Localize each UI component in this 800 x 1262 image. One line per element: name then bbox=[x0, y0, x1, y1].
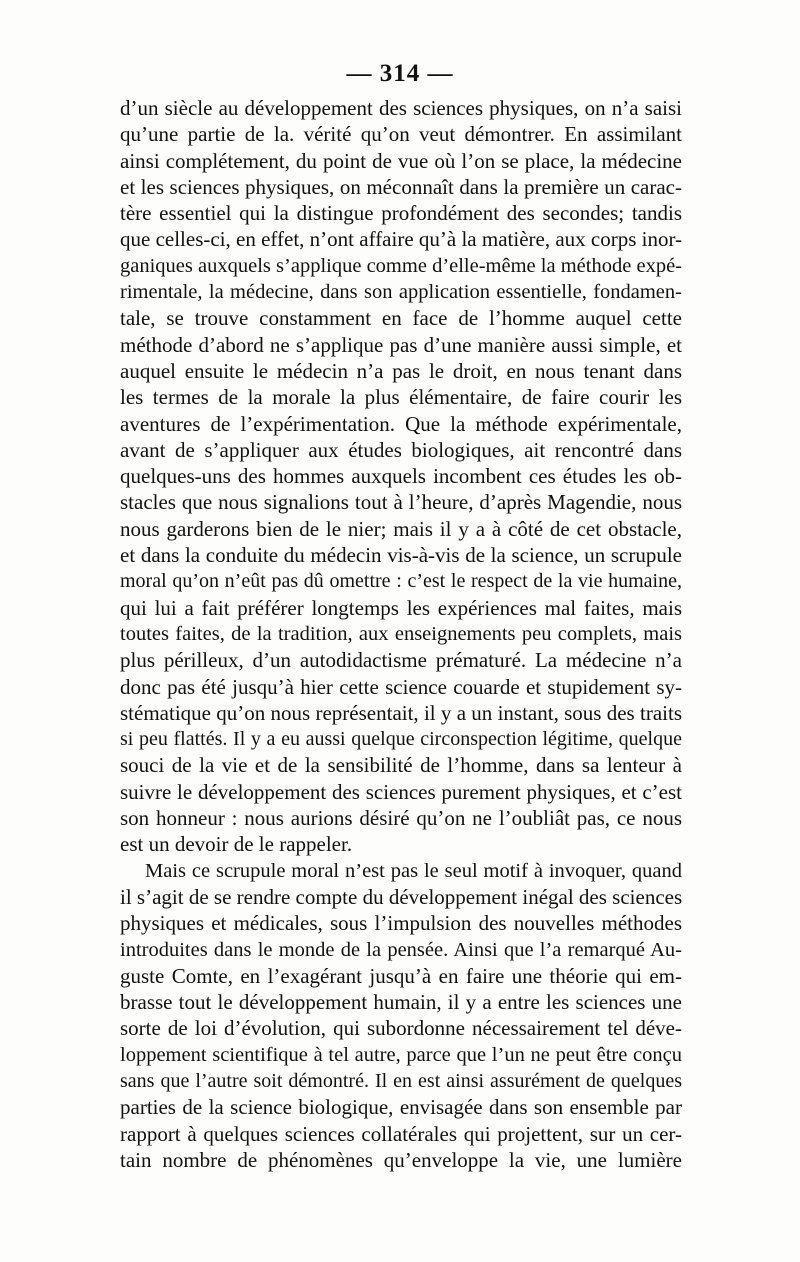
text-line: loppement scientifique à tel autre, parce que l’un ne peut être conçu bbox=[120, 1043, 682, 1066]
text-line: moral qu’on n’eût pas dû omettre : c’est le respect de la vie humaine, bbox=[120, 570, 682, 593]
text-line: guste Comte, en l’exagérant jusqu’à en faire une théorie qui em- bbox=[120, 963, 682, 988]
text-line: avant de s’appliquer aux études biologiques, ait rencontré dans bbox=[120, 437, 682, 462]
text-line: son honneur : nous aurions désiré qu’on ne l’oubliât pas, ce nous bbox=[120, 806, 682, 831]
text-line: quelques-uns des hommes auxquels incombent ces études les ob- bbox=[120, 464, 682, 489]
text-line: qu’une partie de la. vérité qu’on veut démontrer. En assimilant bbox=[120, 122, 682, 147]
text-line: il s’agit de se rendre compte du développement inégal des sciences bbox=[120, 884, 683, 909]
text-line: ainsi complétement, du point de vue où l’on se place, la médecine bbox=[120, 148, 682, 173]
text-line: tain nombre de phénomènes qu’enveloppe la vie, une lumière bbox=[120, 1147, 682, 1172]
text-line: brasse tout le développement humain, il y a entre les sciences une bbox=[120, 990, 682, 1015]
text-line: rimentale, la médecine, dans son application essentielle, fondamen- bbox=[120, 281, 682, 304]
text-line: sans que l’autre soit démontré. Il en est ainsi assurément de quelques bbox=[120, 1069, 682, 1092]
text-line: ganiques auxquels s’applique comme d’elle-même la méthode expé- bbox=[120, 254, 682, 277]
body-text bbox=[120, 95, 682, 1173]
text-line: aventures de l’expérimentation. Que la méthode expérimentale, bbox=[120, 411, 682, 436]
text-line: et les sciences physiques, on méconnaît dans la première un carac- bbox=[120, 174, 682, 199]
text-line: d’un siècle au développement des sciences physiques, on n’a saisi bbox=[120, 96, 682, 120]
text-line: stématique qu’on nous représentait, il y a un instant, sous des traits bbox=[120, 700, 682, 725]
text-line: si peu flattés. Il y a eu aussi quelque circonspection légitime, quelque bbox=[120, 728, 682, 751]
text-line: toutes faites, de la tradition, aux enseignements peu complets, mais bbox=[120, 622, 682, 645]
text-line: méthode d’abord ne s’applique pas d’une manière aussi simple, et bbox=[120, 332, 682, 357]
text-line: suivre le développement des sciences purement physiques, et c’est bbox=[120, 779, 682, 804]
text-line: tale, se trouve constamment en face de l’homme auquel cette bbox=[120, 306, 682, 331]
text-line: plus périlleux, d’un autodidactisme prématuré. La médecine n’a bbox=[120, 648, 682, 673]
text-line: parties de la science biologique, envisagée dans son ensemble par bbox=[120, 1095, 682, 1120]
text-line: auquel ensuite le médecin n’a pas le droit, en nous tenant dans bbox=[120, 358, 682, 383]
text-line: introduites dans le monde de la pensée. Ainsi que l’a remarqué Au- bbox=[120, 938, 682, 961]
text-line: stacles que nous signalions tout à l’heure, d’après Magendie, nous bbox=[120, 490, 682, 515]
text-line: et dans la conduite du médecin vis-à-vis de la science, un scrupule bbox=[120, 543, 682, 568]
text-line: donc pas été jusqu’à hier cette science couarde et stupidement sy- bbox=[120, 674, 682, 699]
text-line: tère essentiel qui la distingue profondément des secondes; tandis bbox=[120, 201, 682, 226]
text-line: physiques et médicales, sous l’impulsion des nouvelles méthodes bbox=[120, 911, 682, 936]
paragraph-start-line: Mais ce scrupule moral n’est pas le seul motif à invoquer, quand bbox=[145, 859, 682, 882]
text-line: qui lui a fait préférer longtemps les expériences mal faites, mais bbox=[120, 595, 682, 620]
text-line: que celles-ci, en effet, n’ont affaire qu’à la matière, aux corps inor- bbox=[120, 227, 683, 252]
paragraph-end-line: est un devoir de le rappeler. bbox=[120, 832, 353, 857]
text-line: rapport à quelques sciences collatérales qui projettent, sur un cer- bbox=[120, 1121, 682, 1146]
text-line: les termes de la morale la plus élémentaire, de faire courir les bbox=[120, 385, 682, 410]
text-line: sorte de loi d’évolution, qui subordonne nécessairement tel déve- bbox=[120, 1016, 682, 1041]
text-line: souci de la vie et de la sensibilité de l’homme, dans sa lenteur à bbox=[120, 753, 682, 778]
text-line: nous garderons bien de le nier; mais il y a à côté de cet obstacle, bbox=[120, 516, 682, 541]
page-number: — 314 — bbox=[346, 60, 454, 87]
